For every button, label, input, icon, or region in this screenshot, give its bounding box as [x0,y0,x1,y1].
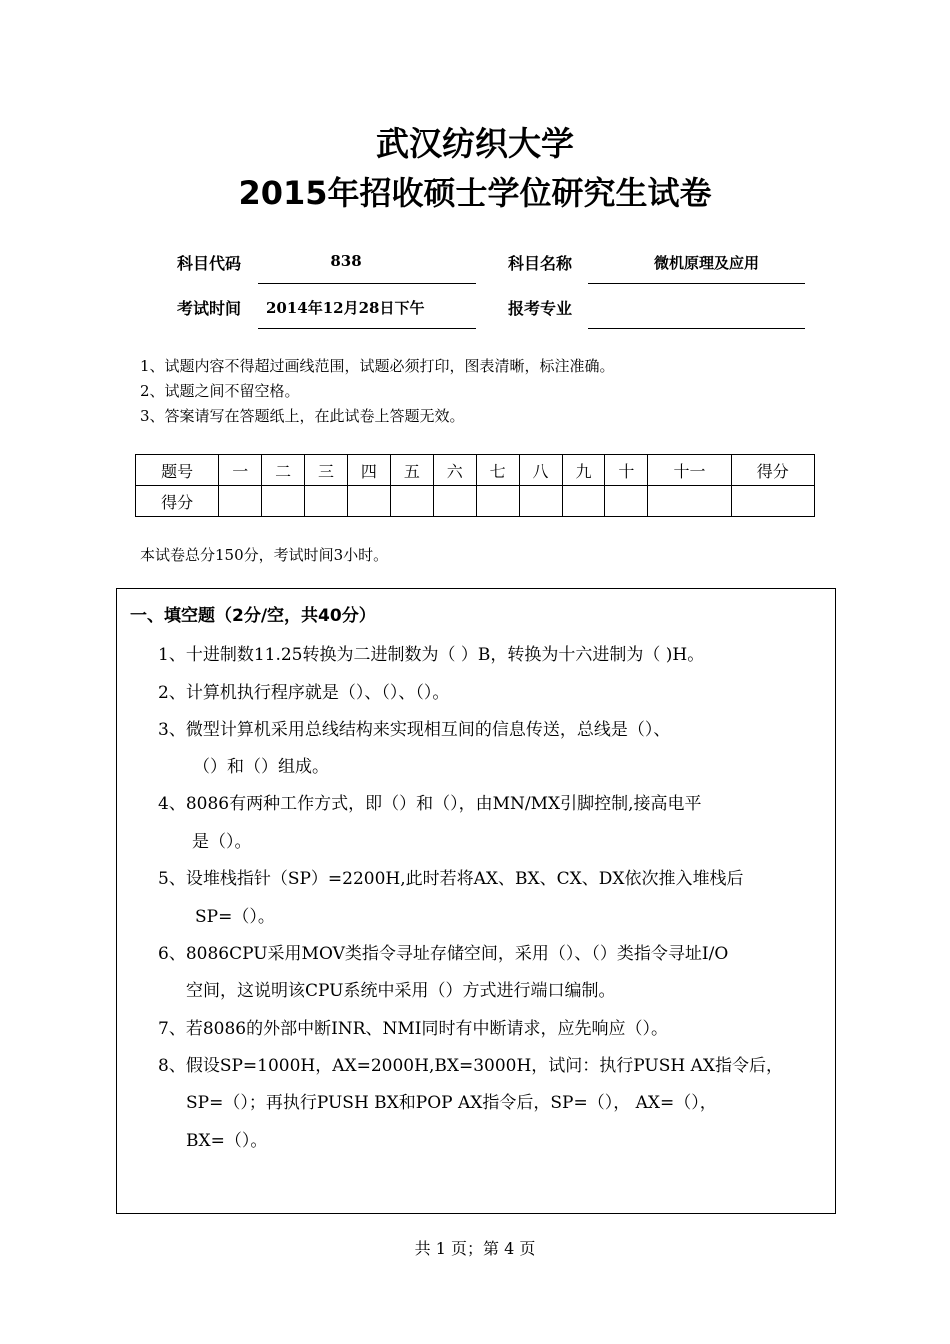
university-title: 武汉纺织大学 [376,124,574,163]
instruction-line: 2、试题之间不留空格。 [140,382,300,400]
question-line: SP=（）。 [195,907,275,927]
score-header-cell: 四 [347,455,390,486]
score-header-cell: 九 [562,455,605,486]
subject-code-underline [258,283,476,284]
score-cell [562,486,605,517]
score-header-cell: 题号 [136,455,219,486]
score-cell [347,486,390,517]
question-line: BX=（）。 [186,1131,268,1151]
score-cell [519,486,562,517]
question-line: 7、若8086的外部中断INR、NMI同时有中断请求，应先响应（）。 [158,1019,668,1039]
score-cell [262,486,305,517]
score-cell [219,486,262,517]
subject-name-underline [588,283,805,284]
score-header-cell: 十 [605,455,648,486]
total-score-note: 本试卷总分150分，考试时间3小时。 [140,546,389,564]
score-header-cell: 一 [219,455,262,486]
score-cell [605,486,648,517]
score-row-label: 得分 [136,486,219,517]
score-cell [433,486,476,517]
score-header-cell: 十一 [648,455,731,486]
score-cell [648,486,731,517]
exam-time-label: 考试时间 [177,299,242,318]
score-cell [305,486,348,517]
question-line: （）和（）组成。 [193,757,329,777]
question-line: 2、计算机执行程序就是（）、（）、（）。 [158,683,450,703]
question-line: 5、设堆栈指针（SP）=2200H,此时若将AX、BX、CX、DX依次推入堆栈后 [158,869,744,889]
subject-code-value: 838 [330,252,362,270]
question-line: 4、8086有两种工作方式，即（）和（），由MN/MX引脚控制,接高电平 [158,794,702,814]
question-line: SP=（）；再执行PUSH BX和POP AX指令后，SP=（）， AX=（）， [186,1093,717,1113]
exam-title: 2015年招收硕士学位研究生试卷 [238,174,712,212]
question-line: 1、十进制数11.25转换为二进制数为（ ）B，转换为十六进制为（ )H。 [158,645,705,665]
question-line: 6、8086CPU采用MOV类指令寻址存储空间，采用（）、（）类指令寻址I/O [158,944,729,964]
score-table-score-row [136,486,815,517]
score-header-cell: 得分 [731,455,814,486]
page-footer: 共 1 页；第 4 页 [414,1239,536,1258]
score-header-cell: 二 [262,455,305,486]
score-header-cell: 八 [519,455,562,486]
question-line: 3、微型计算机采用总线结构来实现相互间的信息传送，总线是（）、 [158,720,671,740]
subject-name-label: 科目名称 [508,254,573,273]
question-line: 是（）。 [192,832,252,852]
question-line: 8、假设SP=1000H，AX=2000H,BX=3000H，试问：执行PUSH AX指令后， [158,1056,783,1076]
instruction-line: 1、试题内容不得超过画线范围，试题必须打印，图表清晰，标注准确。 [140,357,615,375]
score-cell [390,486,433,517]
exam-instructions [140,354,615,429]
question-box [116,588,836,1214]
score-header-cell: 七 [476,455,519,486]
score-table [135,454,815,517]
score-header-cell: 五 [390,455,433,486]
major-underline [588,328,805,329]
score-header-cell: 三 [305,455,348,486]
exam-time-underline [258,328,476,329]
subject-code-label: 科目代码 [177,254,242,273]
score-cell [476,486,519,517]
question-line: 空间，这说明该CPU系统中采用（）方式进行端口编制。 [186,981,616,1001]
section-title: 一、填空题（2分/空，共40分） [130,606,376,626]
score-cell [731,486,814,517]
subject-name-value: 微机原理及应用 [653,254,759,272]
score-table-header-row [136,455,815,486]
score-header-cell: 六 [433,455,476,486]
instruction-line: 3、答案请写在答题纸上，在此试卷上答题无效。 [140,407,465,425]
exam-time-value: 2014年12月28日下午 [266,299,425,317]
major-label: 报考专业 [508,299,573,318]
